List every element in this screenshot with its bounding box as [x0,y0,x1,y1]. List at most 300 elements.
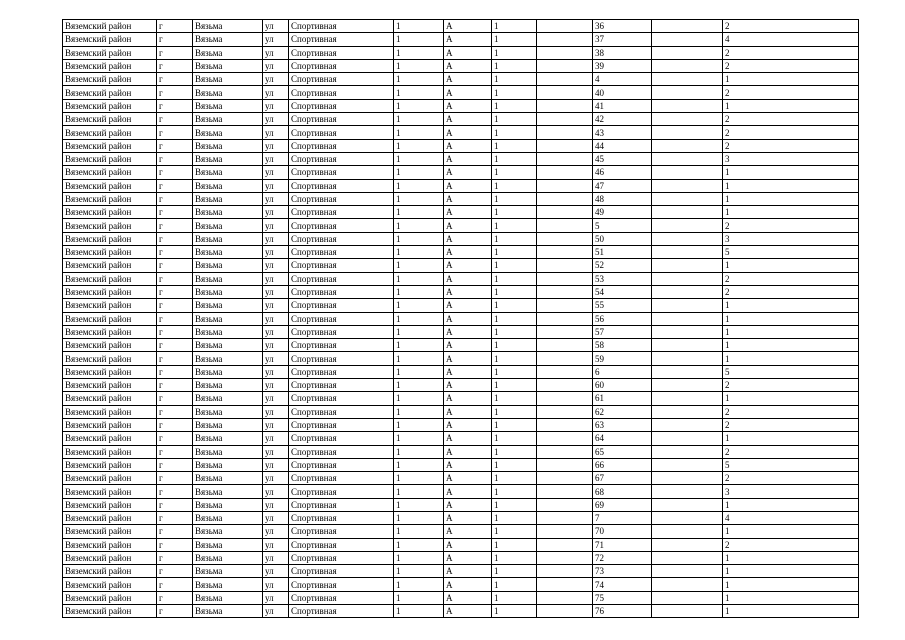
district-cell: Вяземский район [63,325,157,338]
street-cell: Спортивная [289,565,394,578]
district-cell: Вяземский район [63,219,157,232]
table-row [63,179,859,192]
table-row [63,166,859,179]
count-cell: 5 [723,458,859,471]
street-cell: Спортивная [289,485,394,498]
col6-cell: 1 [394,152,444,165]
street-type-cell: ул [263,59,289,72]
table-row [63,458,859,471]
col7-cell: А [444,232,492,245]
settlement-type-cell: г [157,152,193,165]
settlement-cell: Вязьма [193,86,263,99]
settlement-type-cell: г [157,339,193,352]
street-cell: Спортивная [289,525,394,538]
col9-cell [537,33,593,46]
street-type-cell: ул [263,299,289,312]
col9-cell [537,73,593,86]
street-cell: Спортивная [289,166,394,179]
col8-cell: 1 [492,339,537,352]
street-cell: Спортивная [289,578,394,591]
street-cell: Спортивная [289,272,394,285]
street-type-cell: ул [263,312,289,325]
house-number-cell: 4 [593,73,652,86]
count-cell: 2 [723,418,859,431]
district-cell: Вяземский район [63,259,157,272]
col8-cell: 1 [492,126,537,139]
house-number-cell: 51 [593,246,652,259]
settlement-cell: Вязьма [193,73,263,86]
col6-cell: 1 [394,312,444,325]
table-row [63,285,859,298]
empty-cell [652,591,723,604]
table-row [63,405,859,418]
col9-cell [537,379,593,392]
street-cell: Спортивная [289,325,394,338]
settlement-cell: Вязьма [193,591,263,604]
street-type-cell: ул [263,352,289,365]
empty-cell [652,445,723,458]
house-number-cell: 65 [593,445,652,458]
count-cell: 2 [723,445,859,458]
col6-cell: 1 [394,285,444,298]
settlement-type-cell: г [157,565,193,578]
col6-cell: 1 [394,259,444,272]
settlement-type-cell: г [157,246,193,259]
empty-cell [652,352,723,365]
settlement-cell: Вязьма [193,498,263,511]
street-type-cell: ул [263,472,289,485]
district-cell: Вяземский район [63,179,157,192]
settlement-cell: Вязьма [193,472,263,485]
col8-cell: 1 [492,458,537,471]
table-row [63,99,859,112]
col8-cell: 1 [492,139,537,152]
street-cell: Спортивная [289,591,394,604]
count-cell: 1 [723,166,859,179]
empty-cell [652,538,723,551]
street-cell: Спортивная [289,339,394,352]
col6-cell: 1 [394,20,444,33]
table-row [63,578,859,591]
col7-cell: А [444,591,492,604]
col8-cell: 1 [492,73,537,86]
table-row [63,551,859,564]
col8-cell: 1 [492,472,537,485]
col8-cell: 1 [492,365,537,378]
house-number-cell: 40 [593,86,652,99]
district-cell: Вяземский район [63,605,157,618]
col8-cell: 1 [492,285,537,298]
count-cell: 1 [723,299,859,312]
settlement-cell: Вязьма [193,538,263,551]
house-number-cell: 62 [593,405,652,418]
empty-cell [652,379,723,392]
col9-cell [537,538,593,551]
count-cell: 2 [723,20,859,33]
col7-cell: А [444,259,492,272]
col6-cell: 1 [394,246,444,259]
street-cell: Спортивная [289,312,394,325]
col8-cell: 1 [492,445,537,458]
empty-cell [652,472,723,485]
col8-cell: 1 [492,206,537,219]
district-cell: Вяземский район [63,365,157,378]
street-cell: Спортивная [289,299,394,312]
settlement-type-cell: г [157,591,193,604]
settlement-cell: Вязьма [193,405,263,418]
house-number-cell: 61 [593,392,652,405]
col7-cell: А [444,139,492,152]
street-cell: Спортивная [289,232,394,245]
col8-cell: 1 [492,46,537,59]
col7-cell: А [444,418,492,431]
street-cell: Спортивная [289,259,394,272]
street-cell: Спортивная [289,20,394,33]
house-number-cell: 50 [593,232,652,245]
settlement-cell: Вязьма [193,458,263,471]
empty-cell [652,365,723,378]
street-cell: Спортивная [289,498,394,511]
col9-cell [537,605,593,618]
settlement-type-cell: г [157,325,193,338]
empty-cell [652,551,723,564]
district-cell: Вяземский район [63,339,157,352]
street-cell: Спортивная [289,126,394,139]
col7-cell: А [444,339,492,352]
col8-cell: 1 [492,551,537,564]
col6-cell: 1 [394,126,444,139]
col7-cell: А [444,33,492,46]
col7-cell: А [444,565,492,578]
settlement-type-cell: г [157,299,193,312]
count-cell: 3 [723,152,859,165]
house-number-cell: 41 [593,99,652,112]
street-type-cell: ул [263,605,289,618]
street-type-cell: ул [263,418,289,431]
house-number-cell: 43 [593,126,652,139]
settlement-cell: Вязьма [193,179,263,192]
settlement-type-cell: г [157,219,193,232]
street-type-cell: ул [263,485,289,498]
count-cell: 2 [723,113,859,126]
col7-cell: А [444,325,492,338]
count-cell: 1 [723,352,859,365]
table-row [63,605,859,618]
table-row [63,20,859,33]
street-cell: Спортивная [289,33,394,46]
col6-cell: 1 [394,352,444,365]
settlement-cell: Вязьма [193,20,263,33]
district-cell: Вяземский район [63,578,157,591]
col6-cell: 1 [394,578,444,591]
settlement-cell: Вязьма [193,46,263,59]
col6-cell: 1 [394,192,444,205]
street-cell: Спортивная [289,551,394,564]
col8-cell: 1 [492,538,537,551]
district-cell: Вяземский район [63,272,157,285]
empty-cell [652,312,723,325]
empty-cell [652,179,723,192]
settlement-type-cell: г [157,192,193,205]
col9-cell [537,152,593,165]
settlement-cell: Вязьма [193,605,263,618]
street-cell: Спортивная [289,432,394,445]
count-cell: 1 [723,99,859,112]
district-cell: Вяземский район [63,472,157,485]
table-row [63,139,859,152]
settlement-cell: Вязьма [193,325,263,338]
col6-cell: 1 [394,538,444,551]
col7-cell: А [444,578,492,591]
col9-cell [537,46,593,59]
table-row [63,312,859,325]
empty-cell [652,99,723,112]
col6-cell: 1 [394,418,444,431]
col8-cell: 1 [492,113,537,126]
col7-cell: А [444,299,492,312]
count-cell: 1 [723,179,859,192]
col6-cell: 1 [394,272,444,285]
street-cell: Спортивная [289,352,394,365]
house-number-cell: 6 [593,365,652,378]
empty-cell [652,113,723,126]
col7-cell: А [444,192,492,205]
street-type-cell: ул [263,166,289,179]
count-cell: 1 [723,73,859,86]
settlement-type-cell: г [157,472,193,485]
table-row [63,113,859,126]
col9-cell [537,139,593,152]
settlement-cell: Вязьма [193,99,263,112]
street-type-cell: ул [263,46,289,59]
house-number-cell: 49 [593,206,652,219]
table-row [63,152,859,165]
house-number-cell: 76 [593,605,652,618]
col6-cell: 1 [394,605,444,618]
col9-cell [537,339,593,352]
empty-cell [652,418,723,431]
house-number-cell: 44 [593,139,652,152]
col8-cell: 1 [492,272,537,285]
empty-cell [652,392,723,405]
house-number-cell: 64 [593,432,652,445]
street-cell: Спортивная [289,139,394,152]
house-number-cell: 67 [593,472,652,485]
col8-cell: 1 [492,246,537,259]
count-cell: 5 [723,365,859,378]
count-cell: 1 [723,312,859,325]
col7-cell: А [444,113,492,126]
col8-cell: 1 [492,325,537,338]
col9-cell [537,405,593,418]
col9-cell [537,219,593,232]
col7-cell: А [444,432,492,445]
count-cell: 1 [723,498,859,511]
col8-cell: 1 [492,152,537,165]
col8-cell: 1 [492,299,537,312]
col6-cell: 1 [394,485,444,498]
col6-cell: 1 [394,325,444,338]
col6-cell: 1 [394,591,444,604]
empty-cell [652,405,723,418]
settlement-cell: Вязьма [193,259,263,272]
empty-cell [652,192,723,205]
empty-cell [652,458,723,471]
col8-cell: 1 [492,259,537,272]
street-type-cell: ул [263,86,289,99]
count-cell: 2 [723,405,859,418]
table-row [63,485,859,498]
col8-cell: 1 [492,33,537,46]
col9-cell [537,285,593,298]
settlement-type-cell: г [157,99,193,112]
house-number-cell: 74 [593,578,652,591]
col7-cell: А [444,272,492,285]
col6-cell: 1 [394,445,444,458]
col8-cell: 1 [492,578,537,591]
count-cell: 4 [723,33,859,46]
settlement-cell: Вязьма [193,365,263,378]
col9-cell [537,511,593,524]
district-cell: Вяземский район [63,551,157,564]
col8-cell: 1 [492,99,537,112]
empty-cell [652,219,723,232]
col7-cell: А [444,458,492,471]
empty-cell [652,33,723,46]
settlement-type-cell: г [157,432,193,445]
street-cell: Спортивная [289,152,394,165]
empty-cell [652,511,723,524]
settlement-cell: Вязьма [193,59,263,72]
settlement-type-cell: г [157,445,193,458]
street-cell: Спортивная [289,511,394,524]
district-cell: Вяземский район [63,33,157,46]
settlement-cell: Вязьма [193,551,263,564]
house-number-cell: 66 [593,458,652,471]
table-row [63,418,859,431]
street-type-cell: ул [263,538,289,551]
street-type-cell: ул [263,525,289,538]
col9-cell [537,206,593,219]
table-row [63,86,859,99]
street-type-cell: ул [263,591,289,604]
empty-cell [652,339,723,352]
street-type-cell: ул [263,152,289,165]
table-row [63,379,859,392]
street-type-cell: ул [263,192,289,205]
settlement-cell: Вязьма [193,152,263,165]
settlement-type-cell: г [157,179,193,192]
district-cell: Вяземский район [63,73,157,86]
table-row [63,299,859,312]
street-type-cell: ул [263,179,289,192]
house-number-cell: 45 [593,152,652,165]
street-type-cell: ул [263,232,289,245]
settlement-cell: Вязьма [193,166,263,179]
settlement-cell: Вязьма [193,578,263,591]
settlement-cell: Вязьма [193,445,263,458]
settlement-type-cell: г [157,365,193,378]
settlement-cell: Вязьма [193,33,263,46]
col8-cell: 1 [492,59,537,72]
street-cell: Спортивная [289,206,394,219]
col7-cell: А [444,166,492,179]
table-row [63,365,859,378]
settlement-cell: Вязьма [193,219,263,232]
col7-cell: А [444,59,492,72]
col7-cell: А [444,86,492,99]
empty-cell [652,498,723,511]
col6-cell: 1 [394,59,444,72]
table-row [63,565,859,578]
district-cell: Вяземский район [63,538,157,551]
col8-cell: 1 [492,192,537,205]
settlement-type-cell: г [157,498,193,511]
settlement-cell: Вязьма [193,139,263,152]
col9-cell [537,591,593,604]
col6-cell: 1 [394,472,444,485]
col7-cell: А [444,352,492,365]
col6-cell: 1 [394,232,444,245]
table-row [63,392,859,405]
count-cell: 1 [723,259,859,272]
house-number-cell: 42 [593,113,652,126]
col8-cell: 1 [492,86,537,99]
table-row [63,73,859,86]
district-cell: Вяземский район [63,525,157,538]
col7-cell: А [444,551,492,564]
empty-cell [652,166,723,179]
settlement-cell: Вязьма [193,285,263,298]
street-type-cell: ул [263,113,289,126]
settlement-type-cell: г [157,59,193,72]
street-type-cell: ул [263,259,289,272]
street-type-cell: ул [263,578,289,591]
settlement-type-cell: г [157,73,193,86]
table-row [63,59,859,72]
house-number-cell: 55 [593,299,652,312]
settlement-type-cell: г [157,551,193,564]
table-row [63,206,859,219]
house-number-cell: 52 [593,259,652,272]
col6-cell: 1 [394,392,444,405]
col7-cell: А [444,605,492,618]
district-cell: Вяземский район [63,46,157,59]
settlement-type-cell: г [157,405,193,418]
street-cell: Спортивная [289,472,394,485]
count-cell: 2 [723,379,859,392]
district-cell: Вяземский район [63,299,157,312]
settlement-cell: Вязьма [193,272,263,285]
settlement-cell: Вязьма [193,379,263,392]
count-cell: 3 [723,485,859,498]
house-number-cell: 56 [593,312,652,325]
settlement-type-cell: г [157,232,193,245]
settlement-type-cell: г [157,352,193,365]
empty-cell [652,285,723,298]
street-type-cell: ул [263,285,289,298]
settlement-type-cell: г [157,379,193,392]
table-row [63,325,859,338]
settlement-cell: Вязьма [193,246,263,259]
settlement-type-cell: г [157,538,193,551]
col6-cell: 1 [394,86,444,99]
empty-cell [652,59,723,72]
table-row [63,126,859,139]
col9-cell [537,312,593,325]
count-cell: 2 [723,219,859,232]
table-row [63,339,859,352]
